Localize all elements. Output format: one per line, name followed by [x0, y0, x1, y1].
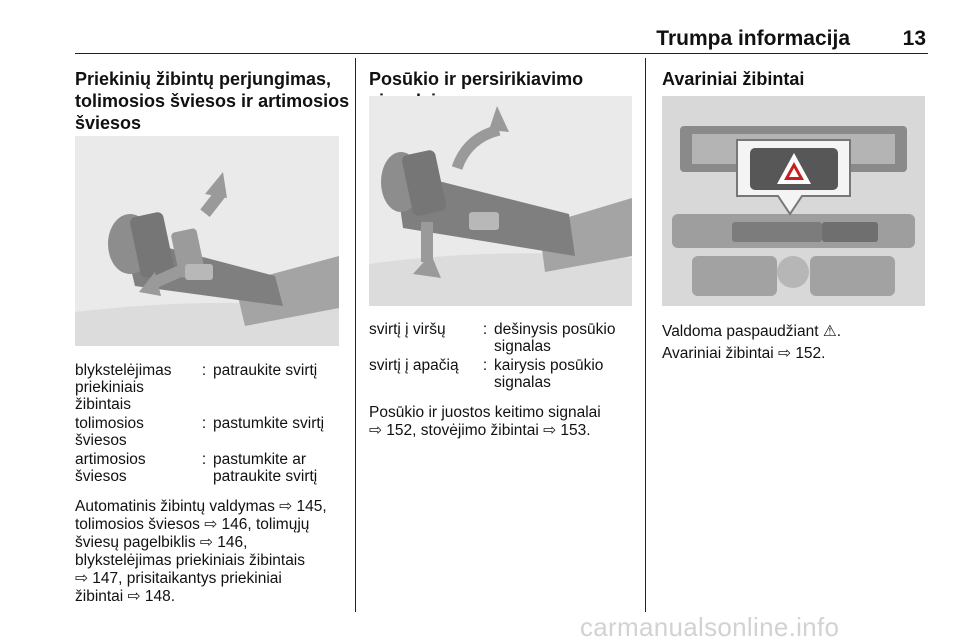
stalk-drawing: [75, 136, 339, 346]
hazard-description: [662, 321, 932, 365]
desc-cell: [494, 321, 639, 357]
headlight-cross-references: [75, 498, 350, 606]
term-line: žibintais: [75, 396, 131, 413]
title-line: šviesos: [75, 113, 142, 133]
term-cell: svirtį į viršų: [369, 321, 446, 338]
separator-cell: :: [201, 451, 207, 468]
header-rule: [75, 53, 928, 54]
para-line: Automatinis žibintų valdymas ⇨ 145,: [75, 498, 327, 515]
term-cell: [75, 451, 195, 487]
term-line: artimosios: [75, 451, 146, 468]
separator-cell: :: [201, 362, 207, 379]
headlight-stalk-illustration: [75, 136, 339, 346]
table-row: [369, 321, 639, 357]
hazard-button-illustration: [662, 96, 925, 306]
term-line: priekiniais: [75, 379, 144, 396]
term-line: šviesos: [75, 468, 127, 485]
separator-cell: :: [201, 415, 207, 432]
page-number: 13: [902, 27, 926, 50]
desc-cell: [213, 415, 345, 451]
column-divider-2: [645, 58, 646, 612]
watermark: carmanualsonline.info: [580, 612, 840, 642]
separator-cell: :: [482, 321, 488, 338]
desc-line: kairysis posūkio: [494, 357, 604, 374]
running-header-title: Trumpa informacija: [656, 27, 850, 50]
para-line: blykstelėjimas priekiniais žibintais: [75, 552, 306, 569]
term-line: blykstelėjimas: [75, 362, 172, 379]
title-line: tolimosios šviesos ir artimosios: [75, 91, 350, 111]
headlight-functions-table: [75, 362, 345, 487]
desc-line: signalas: [494, 338, 551, 355]
section-title-turn-signals: Posūkio ir persirikiavimo: [369, 69, 584, 89]
hazard-reference-line: Avariniai žibintai ⇨ 152.: [662, 345, 826, 362]
para-line: Posūkio ir juostos keitimo signalai: [369, 404, 601, 421]
table-row: [75, 415, 345, 451]
desc-line: dešinysis posūkio: [494, 321, 616, 338]
title-line: Priekinių žibintų perjungimas,: [75, 69, 332, 89]
term-cell: [75, 415, 195, 451]
turn-signal-stalk-illustration: [369, 96, 632, 306]
desc-cell: [494, 357, 639, 393]
term-cell: svirtį į apačią: [369, 357, 459, 374]
separator-cell: :: [482, 357, 488, 374]
para-line: tolimosios šviesos ⇨ 146, tolimųjų: [75, 516, 310, 533]
hazard-press-line: Valdoma paspaudžiant ⚠.: [662, 323, 842, 340]
table-row: [75, 451, 345, 487]
desc-line: patraukite svirtį: [213, 468, 318, 485]
para-line: ⇨ 152, stovėjimo žibintai ⇨ 153.: [369, 422, 591, 439]
table-row: [75, 362, 345, 415]
desc-line: pastumkite ar: [213, 451, 307, 468]
para-line: ⇨ 147, prisitaikantys priekiniai: [75, 570, 282, 587]
desc-cell: [213, 451, 345, 487]
desc-line: signalas: [494, 374, 551, 391]
para-line: šviesų pagelbiklis ⇨ 146,: [75, 534, 248, 551]
console-drawing: [662, 96, 925, 306]
turn-stalk-drawing: [369, 96, 632, 306]
term-cell: [75, 362, 195, 415]
term-line: tolimosios: [75, 415, 144, 432]
para-line: žibintai ⇨ 148.: [75, 588, 176, 605]
section-title-hazard-lights: Avariniai žibintai: [662, 69, 805, 89]
desc-line: pastumkite svirtį: [213, 415, 325, 432]
column-divider-1: [355, 58, 356, 612]
term-line: šviesos: [75, 432, 127, 449]
desc-cell: [213, 362, 345, 415]
table-row: [369, 357, 639, 393]
turn-signal-table: [369, 321, 639, 393]
section-title-headlight-switching: [75, 68, 355, 134]
desc-line: patraukite svirtį: [213, 362, 318, 379]
turn-signal-cross-references: [369, 404, 641, 440]
